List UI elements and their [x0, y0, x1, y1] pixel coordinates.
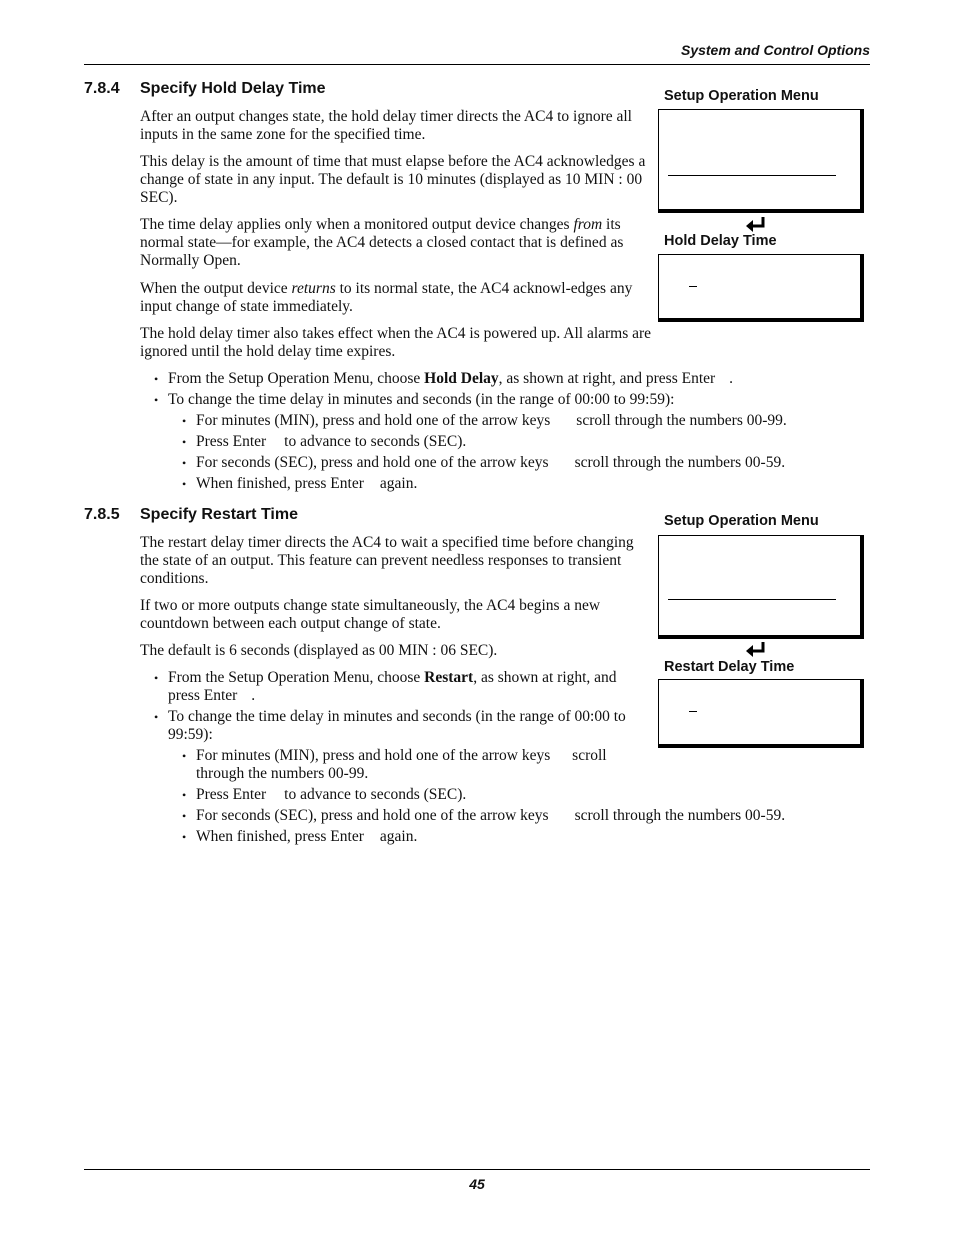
figure-label-menu: Setup Operation Menu: [664, 513, 819, 529]
paragraph: The restart delay timer directs the AC4 to wait a specified time before changing the state of an output. This feature can prevent needless responses to transient conditions.: [140, 534, 634, 587]
enter-key-icon: [745, 641, 767, 659]
paragraph: This delay is the amount of time that must elapse before the AC4 acknowledges a change of state in any input. The default is 10 minutes (displayed as 10 MIN : 00 SEC).: [140, 153, 646, 206]
section-heading-785: [84, 506, 298, 524]
list-item: • Press Enter to advance to seconds (SEC).: [182, 786, 467, 803]
header-rule: [84, 64, 870, 65]
section-number: 7.8.4: [84, 80, 120, 97]
paragraph: The default is 6 seconds (displayed as 00 MIN : 06 SEC).: [140, 642, 498, 659]
lcd-cursor: [689, 711, 697, 712]
list-item: • Press Enter to advance to seconds (SEC).: [182, 433, 467, 450]
page-number: 45: [469, 1176, 485, 1192]
list-item: • To change the time delay in minutes and seconds (in the range of 00:00 to 99:59):: [154, 391, 675, 408]
lcd-screen-restart-delay: [658, 679, 864, 748]
footer-rule: [84, 1169, 870, 1170]
lcd-screen-menu: [658, 109, 864, 213]
list-item: • For minutes (MIN), press and hold one of the arrow keys scroll through the numbers 00-99.: [182, 412, 787, 429]
section-title: Specify Restart Time: [140, 506, 298, 523]
list-item: • From the Setup Operation Menu, choose Hold Delay, as shown at right, and press Enter .: [154, 370, 734, 387]
lcd-cursor: [689, 286, 697, 287]
section-title: Specify Hold Delay Time: [140, 80, 326, 97]
list-item: • For minutes (MIN), press and hold one of the arrow keys scroll through the numbers 00-99.: [182, 747, 607, 782]
list-item: • To change the time delay in minutes and seconds (in the range of 00:00 to 99:59):: [154, 708, 626, 743]
paragraph: If two or more outputs change state simultaneously, the AC4 begins a new countdown between each output change of state.: [140, 597, 601, 632]
figure-label-screen: Restart Delay Time: [664, 659, 795, 675]
figure-label-menu: Setup Operation Menu: [664, 88, 819, 104]
section-heading-784: [84, 80, 326, 98]
enter-key-icon: [745, 216, 767, 234]
paragraph: The hold delay timer also takes effect when the AC4 is powered up. All alarms are ignored until the hold delay time expires.: [140, 325, 652, 360]
list-item: • For seconds (SEC), press and hold one of the arrow keys scroll through the numbers 00-59.: [182, 807, 786, 824]
paragraph: When the output device returns to its normal state, the AC4 acknowl-edges any input change of state immediately.: [140, 280, 633, 315]
paragraph: After an output changes state, the hold delay timer directs the AC4 to ignore all inputs in the same zone for the specified time.: [140, 108, 632, 143]
running-header: System and Control Options: [680, 42, 870, 58]
lcd-selection-rule: [668, 599, 836, 600]
list-item: • From the Setup Operation Menu, choose Restart, as shown at right, and press Enter .: [154, 669, 617, 704]
figure-label-screen: Hold Delay Time: [664, 233, 777, 249]
list-item: • When finished, press Enter again.: [182, 475, 418, 492]
list-item: • When finished, press Enter again.: [182, 828, 418, 845]
lcd-screen-menu: [658, 535, 864, 639]
lcd-selection-rule: [668, 175, 836, 176]
lcd-screen-hold-delay: [658, 254, 864, 322]
list-item: • For seconds (SEC), press and hold one of the arrow keys scroll through the numbers 00-59.: [182, 454, 786, 471]
paragraph: The time delay applies only when a monitored output device changes from its normal state—for example, the AC4 detects a closed contact that is defined as Normally Open.: [140, 216, 624, 269]
section-number: 7.8.5: [84, 506, 120, 523]
